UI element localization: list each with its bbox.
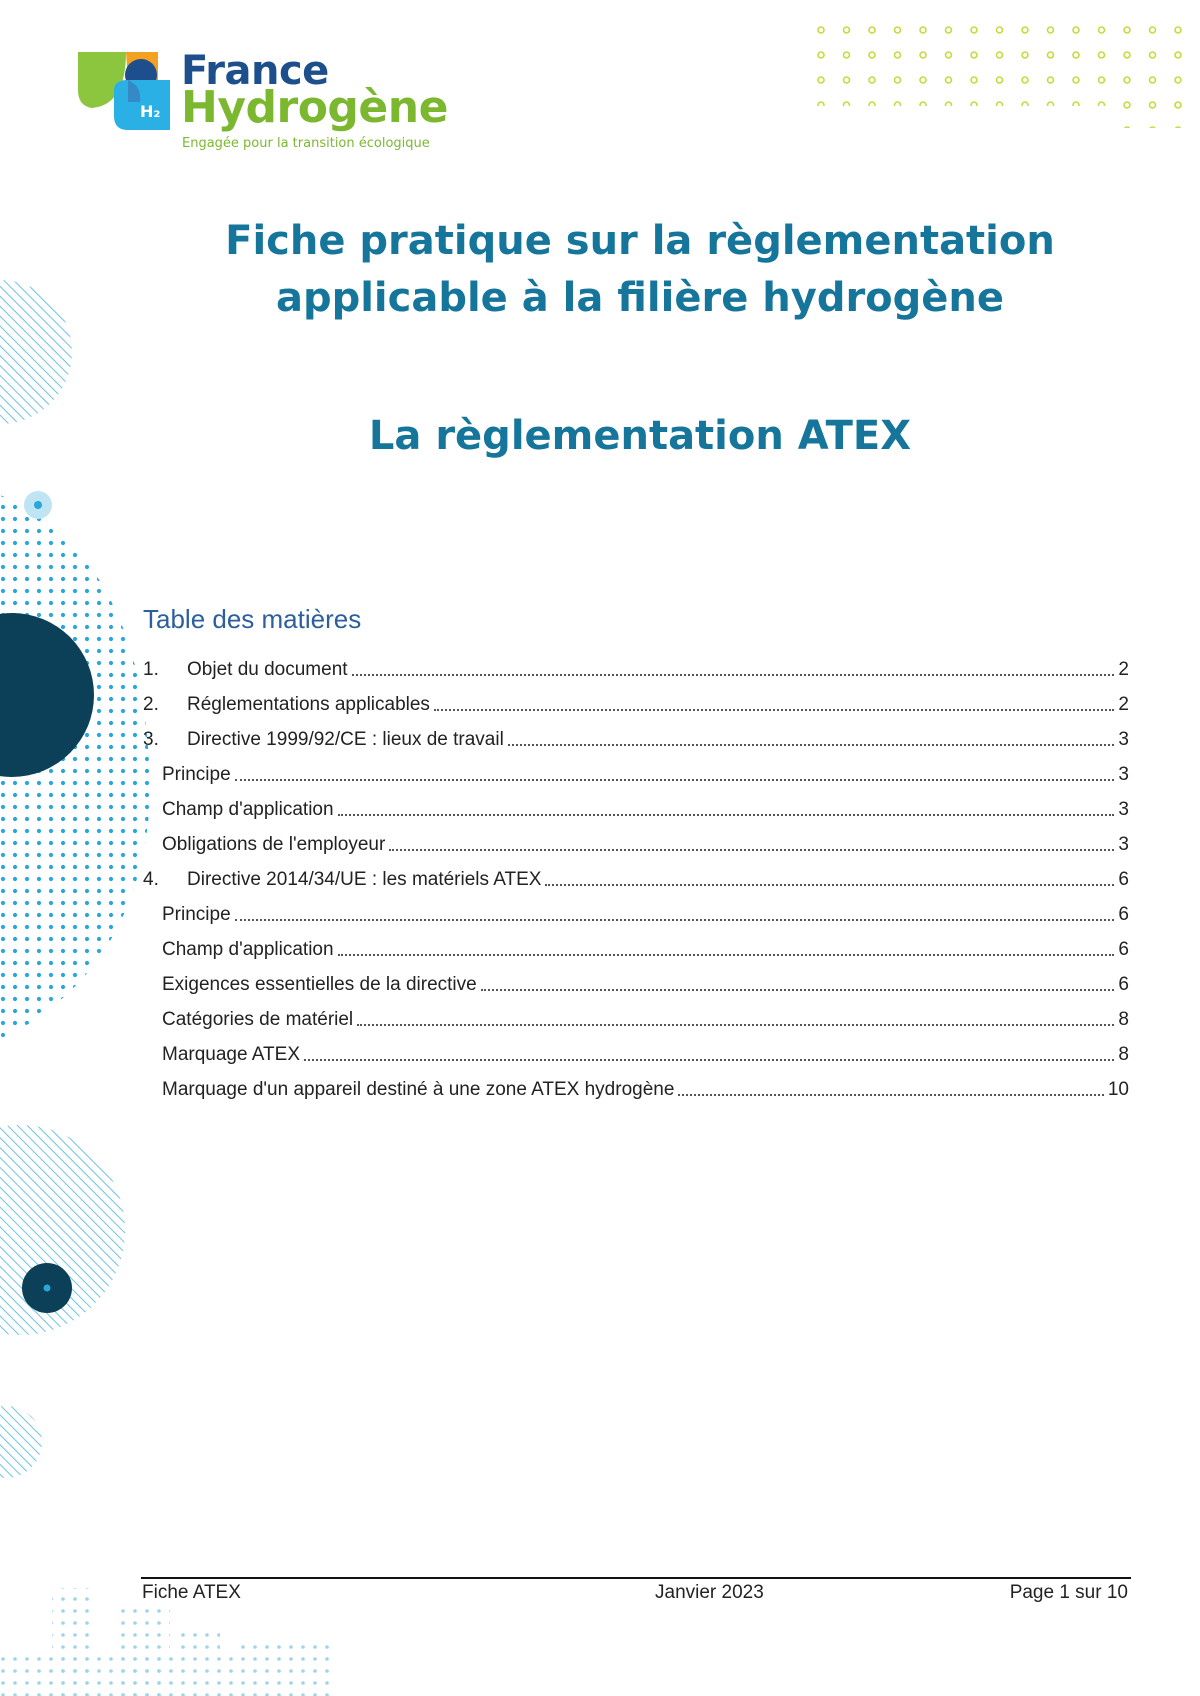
toc-dot-leader [678, 1093, 1103, 1096]
logo-tagline: Engagée pour la transition écologique [182, 136, 430, 151]
toc-entry[interactable] [143, 752, 1129, 787]
toc-dot-leader [434, 708, 1114, 711]
toc-entry-page: 3 [1118, 834, 1129, 855]
toc-entry-label: Obligations de l'employeur [162, 834, 386, 855]
toc-entry-page: 3 [1118, 799, 1129, 820]
toc-entry-page: 6 [1118, 974, 1129, 995]
toc-entry-page: 6 [1118, 869, 1129, 890]
toc-entry-page: 3 [1118, 764, 1129, 785]
toc-entry-label: Champ d'application [162, 799, 334, 820]
toc-entry[interactable] [143, 892, 1129, 927]
toc-entry-label: Exigences essentielles de la directive [162, 974, 477, 995]
footer-dot-pattern [0, 1588, 330, 1696]
toc-entry-page: 8 [1118, 1009, 1129, 1030]
toc-dot-leader [235, 918, 1115, 921]
toc-entry-number: 1. [143, 659, 159, 680]
toc-dot-leader [304, 1058, 1114, 1061]
toc-entry-label: Objet du document [187, 659, 348, 680]
toc-dot-leader [338, 953, 1115, 956]
toc-entry[interactable] [143, 1067, 1129, 1102]
toc-entry[interactable] [143, 717, 1129, 752]
toc-entry-page: 3 [1118, 729, 1129, 750]
toc-entry[interactable] [143, 787, 1129, 822]
toc-entry[interactable] [143, 962, 1129, 997]
toc-entry[interactable] [143, 822, 1129, 857]
toc-entry-label: Champ d'application [162, 939, 334, 960]
toc-entry-label: Directive 1999/92/CE : lieux de travail [187, 729, 504, 750]
footer-document-name: Fiche ATEX [142, 1582, 241, 1603]
logo-wordmark-hydrogene: Hydrogène [181, 82, 448, 133]
toc-entry-number: 2. [143, 694, 159, 715]
toc-entry-label: Principe [162, 764, 231, 785]
toc-entry-number: 3. [143, 729, 159, 750]
footer-page-number: Page 1 sur 10 [1009, 1582, 1128, 1603]
document-title-line-1: Fiche pratique sur la règlementation [225, 218, 1055, 264]
toc-heading: Table des matières [143, 604, 362, 634]
toc-entry[interactable] [143, 857, 1129, 892]
toc-entry-page: 6 [1118, 939, 1129, 960]
toc-entry-label: Marquage ATEX [162, 1044, 301, 1065]
green-dot-grid [805, 10, 1198, 128]
toc-entry-page: 2 [1118, 659, 1129, 680]
toc-dot-leader [508, 743, 1115, 746]
hatched-circle-upper [0, 280, 72, 424]
logo-wordmark-france: France [181, 48, 329, 94]
footer-date: Janvier 2023 [655, 1582, 764, 1603]
toc-entry-label: Réglementations applicables [187, 694, 430, 715]
toc-entry-label: Directive 2014/34/UE : les matériels ATEX [187, 869, 542, 890]
toc-entry-page: 8 [1118, 1044, 1129, 1065]
toc-dot-leader [389, 848, 1114, 851]
toc-dot-leader [481, 988, 1115, 991]
toc-entry-number: 4. [143, 869, 159, 890]
footer-rule [141, 1577, 1131, 1579]
toc-dot-leader [545, 883, 1114, 886]
document-title-line-2: applicable à la filière hydrogène [275, 275, 1005, 321]
toc-entry-label: Marquage d'un appareil destiné à une zone ATEX hydrogène [162, 1079, 675, 1100]
toc-entry-label: Catégories de matériel [162, 1009, 354, 1030]
toc-entry[interactable] [143, 927, 1129, 962]
toc-dot-leader [352, 673, 1115, 676]
toc-list [143, 647, 1129, 1102]
logo-mark-icon [78, 50, 178, 135]
toc-entry[interactable] [143, 647, 1129, 682]
toc-entry-label: Principe [162, 904, 231, 925]
toc-dot-leader [338, 813, 1115, 816]
toc-entry-page: 6 [1118, 904, 1129, 925]
toc-dot-leader [235, 778, 1115, 781]
toc-entry[interactable] [143, 682, 1129, 717]
hatched-circle-small [0, 1406, 42, 1478]
toc-entry[interactable] [143, 997, 1129, 1032]
france-hydrogene-logo [78, 48, 448, 160]
toc-entry-page: 10 [1107, 1079, 1129, 1100]
toc-entry-page: 2 [1118, 694, 1129, 715]
toc-entry[interactable] [143, 1032, 1129, 1067]
logo-h2-badge: H₂ [140, 102, 161, 121]
toc-dot-leader [357, 1023, 1114, 1026]
document-subtitle: La règlementation ATEX [368, 413, 912, 459]
